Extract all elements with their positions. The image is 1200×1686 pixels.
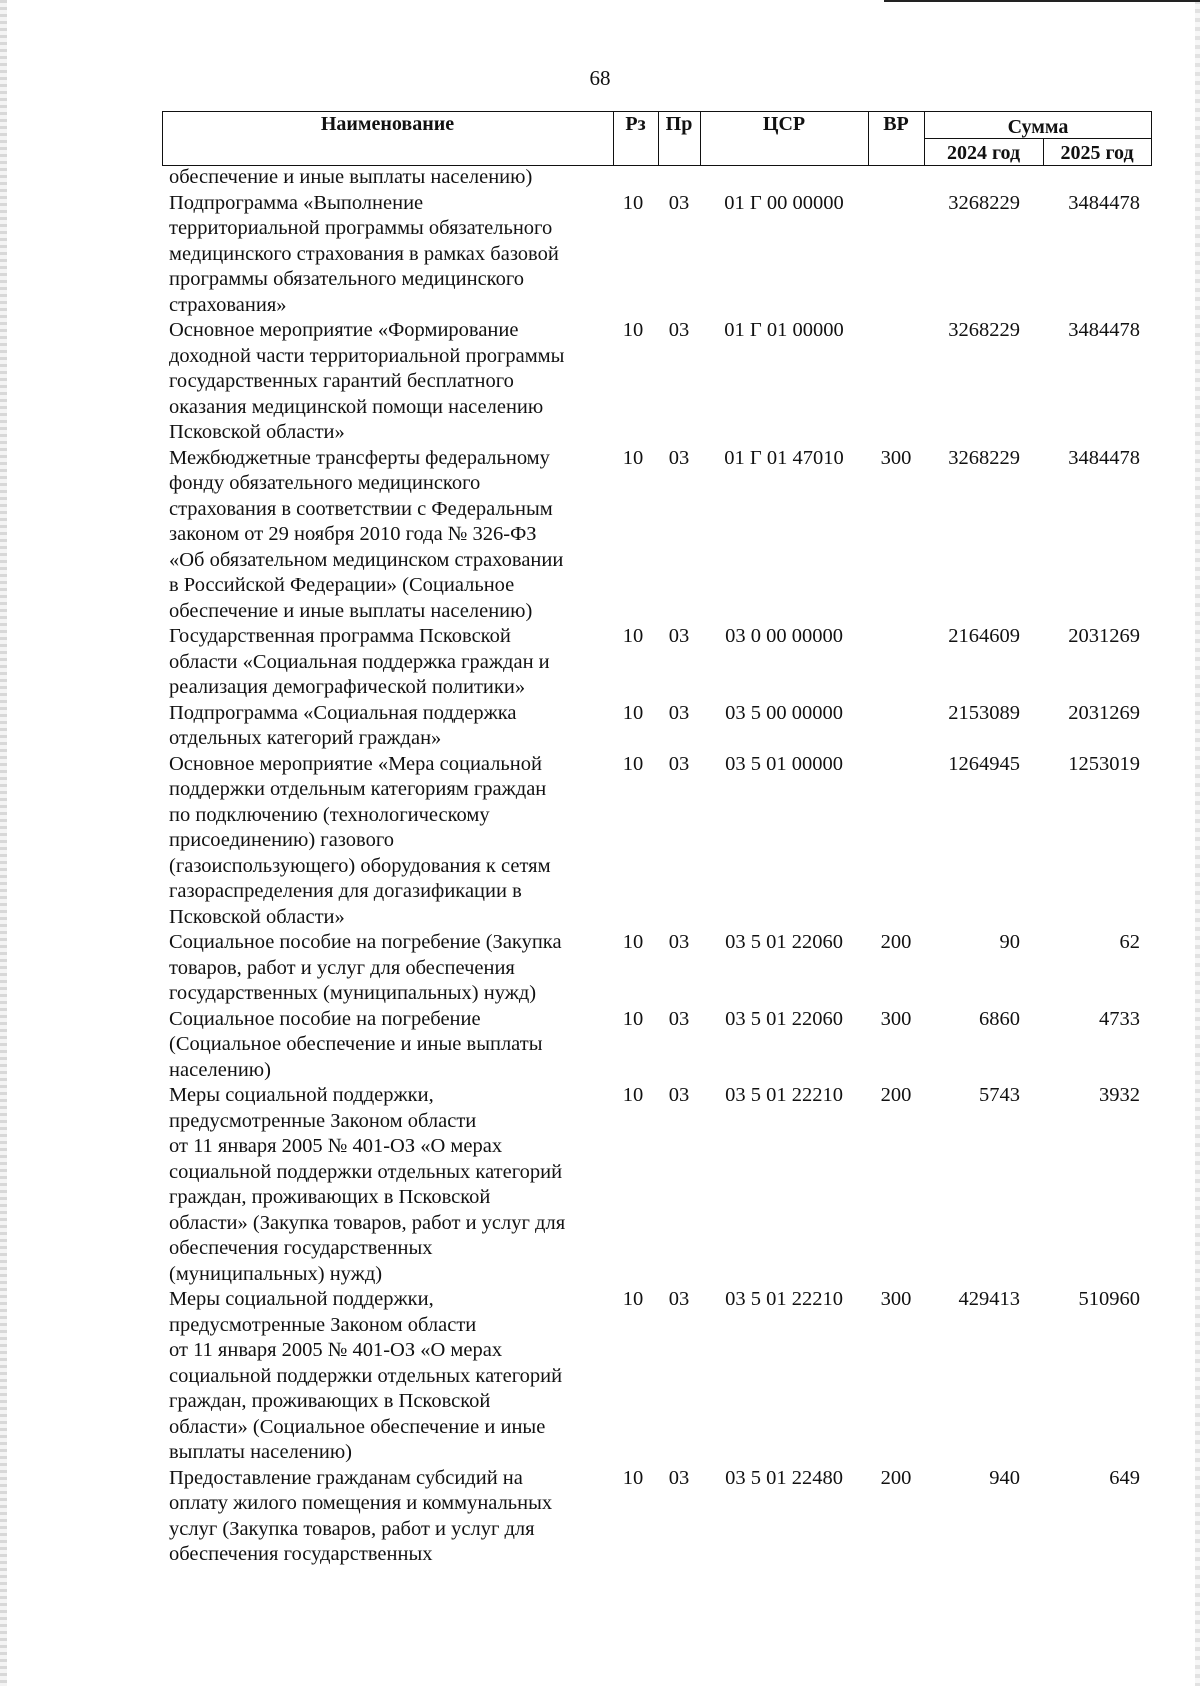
row-name-line: оплату жилого помещения и коммунальных <box>169 1492 553 1514</box>
row-csr: 03 5 01 22060 <box>725 931 843 953</box>
row-sum-2024: 3268229 <box>948 191 1020 214</box>
row-sum-2025: 3484478 <box>1068 446 1140 469</box>
row-sum-2025: 2031269 <box>1068 701 1140 724</box>
row-vr: 300 <box>880 446 912 469</box>
row-name-line: Предоставление гражданам субсидий на <box>169 1466 523 1489</box>
row-csr: 01 Г 01 47010 <box>724 446 844 469</box>
row-name-line: доходной части территориальной программы <box>169 344 565 367</box>
row-sum-2024: 2164609 <box>948 625 1020 647</box>
row-sum-2024: 429413 <box>958 1288 1020 1310</box>
row-name <box>169 318 609 446</box>
row-name-line: Подпрограмма «Социальная поддержка <box>169 701 517 724</box>
row-name-line: «Об обязательном медицинском страховании <box>169 548 564 571</box>
row-sum-2024: 5743 <box>979 1084 1020 1106</box>
row-pr: 03 <box>668 701 690 724</box>
row-sum-2025: 62 <box>1119 931 1140 953</box>
row-name-line: от 11 января 2005 № 401-ОЗ «О мерах <box>169 1339 503 1361</box>
row-sum-2024: 2153089 <box>948 701 1020 724</box>
header-year-2025: 2025 год <box>1060 142 1134 164</box>
row-csr: 03 0 00 00000 <box>725 625 843 647</box>
row-rz: 10 <box>622 1084 644 1106</box>
row-name-line: (Социальное обеспечение и иные выплаты <box>169 1033 543 1055</box>
row-name-line: обеспечение и иные выплаты населению) <box>169 599 533 622</box>
header-sum: Сумма <box>1007 116 1069 138</box>
row-pr: 03 <box>668 625 690 647</box>
row-name-line: граждан, проживающих в Псковской <box>169 1186 491 1208</box>
row-name-line: Основное мероприятие «Формирование <box>169 319 519 341</box>
row-name-line: населению) <box>169 1058 271 1081</box>
row-name-line: (муниципальных) нужд) <box>169 1262 383 1285</box>
row-name <box>169 1287 609 1466</box>
row-name-line: поддержки отдельным категориям граждан <box>169 778 547 800</box>
row-rz: 10 <box>622 931 644 953</box>
row-name <box>169 930 609 1007</box>
row-name-line: Социальное пособие на погребение (Закупка <box>169 931 562 953</box>
row-name-line: государственных (муниципальных) нужд) <box>169 982 537 1004</box>
row-vr: 200 <box>880 931 912 953</box>
header-pr: Пр <box>665 113 693 135</box>
row-name-line: Социальное пособие на погребение <box>169 1007 481 1030</box>
row-name-line: области» (Социальное обеспечение и иные <box>169 1415 546 1438</box>
row-name-line: государственных гарантий бесплатного <box>169 370 514 392</box>
row-pr: 03 <box>668 1288 690 1310</box>
row-rz: 10 <box>622 1466 644 1489</box>
row-name-line: Основное мероприятие «Мера социальной <box>169 752 542 775</box>
top-rule <box>884 0 1200 2</box>
header-csr: ЦСР <box>762 113 806 135</box>
row-rz: 10 <box>622 319 644 341</box>
table-header <box>162 111 1152 166</box>
row-rz: 10 <box>622 752 644 775</box>
row-pr: 03 <box>668 446 690 469</box>
header-top-border <box>162 111 1152 112</box>
row-csr: 01 Г 01 00000 <box>724 319 844 341</box>
row-name-line: области» (Закупка товаров, работ и услуг для <box>169 1211 566 1234</box>
row-pr: 03 <box>668 191 690 214</box>
row-rz: 10 <box>622 1288 644 1310</box>
row-sum-2024: 940 <box>989 1466 1020 1489</box>
row-rz: 10 <box>622 191 644 214</box>
row-name-line: газораспределения для догазификации в <box>169 880 522 902</box>
row-rz: 10 <box>622 701 644 724</box>
row-name <box>169 165 609 191</box>
row-name <box>169 1007 609 1084</box>
row-sum-2025: 1253019 <box>1068 752 1140 775</box>
row-sum-2025: 3484478 <box>1068 191 1140 214</box>
row-name-line: предусмотренные Законом области <box>169 1313 477 1336</box>
row-name-line: Меры социальной поддержки, <box>169 1084 434 1106</box>
row-name-line: страхования» <box>169 293 287 316</box>
row-name-line: граждан, проживающих в Псковской <box>169 1390 491 1412</box>
row-csr: 03 5 01 22060 <box>725 1007 843 1030</box>
row-pr: 03 <box>668 931 690 953</box>
scan-right-edge <box>1195 0 1200 1686</box>
row-csr: 03 5 00 00000 <box>725 701 843 724</box>
row-sum-2024: 1264945 <box>948 752 1020 775</box>
row-name-line: по подключению (технологическому <box>169 803 490 826</box>
page-number: 68 <box>589 66 611 90</box>
row-name <box>169 752 609 931</box>
row-vr: 300 <box>880 1007 912 1030</box>
row-vr: 200 <box>880 1084 912 1106</box>
row-name-line: законом от 29 ноября 2010 года № 326-ФЗ <box>169 523 537 545</box>
row-vr: 300 <box>880 1288 912 1310</box>
row-csr: 03 5 01 22210 <box>725 1288 843 1310</box>
row-name-line: предусмотренные Законом области <box>169 1109 477 1132</box>
row-sum-2025: 3932 <box>1099 1084 1140 1106</box>
row-name-line: обеспечения государственных <box>169 1543 433 1565</box>
row-name-line: социальной поддержки отдельных категорий <box>169 1160 563 1183</box>
row-name-line: области «Социальная поддержка граждан и <box>169 650 550 673</box>
row-csr: 03 5 01 22210 <box>725 1084 843 1106</box>
row-name-line: программы обязательного медицинского <box>169 268 524 290</box>
row-name-line: территориальной программы обязательного <box>169 217 553 239</box>
row-name <box>169 446 609 625</box>
row-sum-2024: 6860 <box>979 1007 1020 1030</box>
row-pr: 03 <box>668 752 690 775</box>
row-rz: 10 <box>622 625 644 647</box>
row-pr: 03 <box>668 319 690 341</box>
row-name-line: (газоиспользующего) оборудования к сетям <box>169 854 551 877</box>
row-name-line: Подпрограмма «Выполнение <box>169 191 424 214</box>
row-sum-2024: 3268229 <box>948 446 1020 469</box>
header-year-2024: 2024 год <box>946 142 1021 164</box>
row-name-line: услуг (Закупка товаров, работ и услуг для <box>169 1517 535 1540</box>
row-sum-2025: 3484478 <box>1068 319 1140 341</box>
row-name-line: оказания медицинской помощи населению <box>169 395 544 418</box>
row-name-line: реализация демографической политики» <box>169 676 526 698</box>
row-name-line: от 11 января 2005 № 401-ОЗ «О мерах <box>169 1135 503 1157</box>
row-csr: 03 5 01 00000 <box>725 752 843 775</box>
header-rz: Рз <box>625 113 646 135</box>
header-name: Наименование <box>320 113 455 135</box>
row-name <box>169 1466 609 1568</box>
row-rz: 10 <box>622 446 644 469</box>
row-name-line: присоединению) газового <box>169 829 394 851</box>
row-name <box>169 624 609 701</box>
row-vr: 200 <box>880 1466 912 1489</box>
row-name-line: Псковской области» <box>169 421 345 443</box>
row-sum-2025: 649 <box>1109 1466 1140 1489</box>
row-name-line: Псковской области» <box>169 905 345 928</box>
row-name <box>169 701 609 752</box>
row-csr: 03 5 01 22480 <box>725 1466 843 1489</box>
row-rz: 10 <box>622 1007 644 1030</box>
row-name <box>169 1083 609 1287</box>
row-name-line: в Российской Федерации» (Социальное <box>169 574 515 596</box>
row-pr: 03 <box>668 1007 690 1030</box>
row-name-line: Государственная программа Псковской <box>169 625 511 647</box>
row-csr: 01 Г 00 00000 <box>724 191 844 214</box>
row-name-line: социальной поддержки отдельных категорий <box>169 1364 563 1387</box>
row-sum-2024: 90 <box>999 931 1020 953</box>
row-sum-2025: 510960 <box>1078 1288 1140 1310</box>
row-name-line: медицинского страхования в рамках базовой <box>169 242 559 265</box>
row-name-line: обеспечение и иные выплаты населению) <box>169 166 533 188</box>
row-name-line: страхования в соответствии с Федеральным <box>169 497 553 520</box>
row-pr: 03 <box>668 1084 690 1106</box>
row-name-line: Меры социальной поддержки, <box>169 1288 434 1310</box>
row-sum-2025: 2031269 <box>1068 625 1140 647</box>
header-vr: ВР <box>883 113 909 135</box>
row-name-line: отдельных категорий граждан» <box>169 727 442 749</box>
row-sum-2025: 4733 <box>1099 1007 1140 1030</box>
row-sum-2024: 3268229 <box>948 319 1020 341</box>
row-name <box>169 191 609 319</box>
row-name-line: фонду обязательного медицинского <box>169 472 481 494</box>
scan-left-edge <box>0 0 7 1686</box>
row-name-line: Межбюджетные трансферты федеральному <box>169 446 550 469</box>
row-pr: 03 <box>668 1466 690 1489</box>
row-name-line: обеспечения государственных <box>169 1237 433 1259</box>
row-name-line: товаров, работ и услуг для обеспечения <box>169 956 515 979</box>
row-name-line: выплаты населению) <box>169 1441 353 1463</box>
